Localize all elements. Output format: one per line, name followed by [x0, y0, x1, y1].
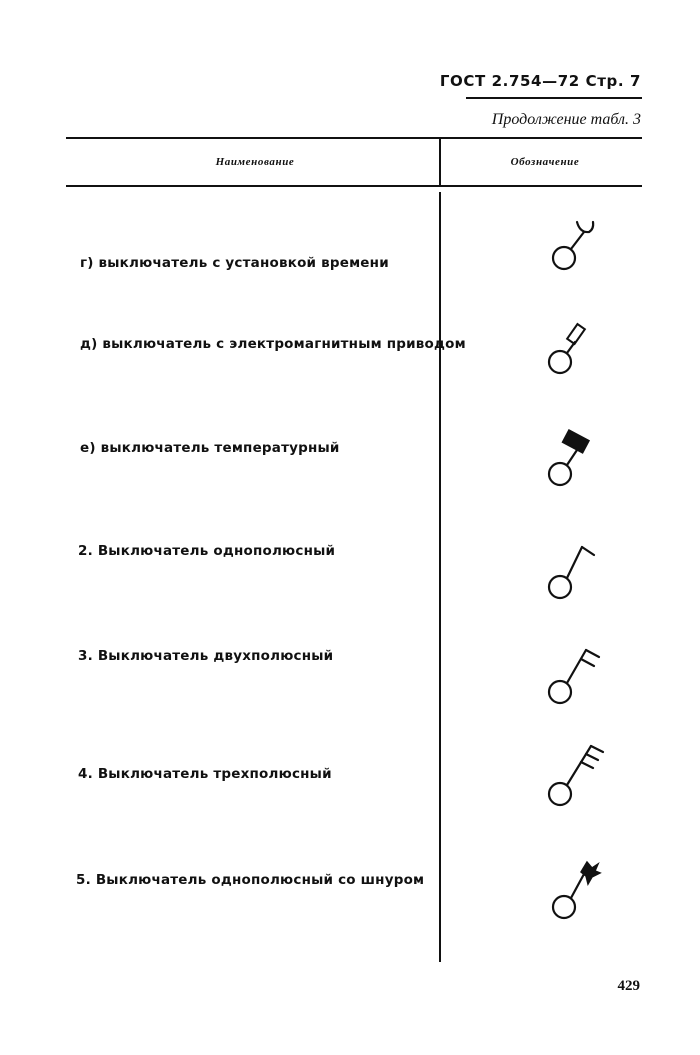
- switch-timer-icon: [540, 212, 610, 277]
- header-column-divider: [439, 139, 441, 185]
- column-header-symbol: Обозначение: [510, 156, 580, 168]
- body-column-divider: [439, 192, 441, 962]
- header-underline: [466, 97, 642, 99]
- table-top-rule: [66, 137, 642, 139]
- switch-single-pole-icon: [540, 535, 610, 605]
- table-header-rule: [66, 185, 642, 187]
- switch-two-pole-icon: [540, 640, 610, 710]
- switch-cord-icon: [540, 858, 615, 923]
- row-label-three-pole-switch: 4. Выключатель трехполюсный: [78, 766, 332, 782]
- row-label-timer-switch: г) выключатель с установкой времени: [80, 255, 389, 271]
- switch-electromagnetic-icon: [540, 312, 610, 382]
- row-label-thermal-switch: е) выключатель температурный: [80, 440, 340, 456]
- switch-thermal-icon: [540, 422, 610, 492]
- table-continuation-caption: Продолжение табл. 3: [491, 111, 641, 128]
- row-label-cord-switch: 5. Выключатель однополюсный со шнуром: [76, 872, 425, 888]
- switch-three-pole-icon: [540, 738, 615, 813]
- row-label-two-pole-switch: 3. Выключатель двухполюсный: [78, 648, 334, 664]
- column-header-name: Наименование: [215, 156, 295, 168]
- standard-header: ГОСТ 2.754—72 Стр. 7: [439, 72, 641, 90]
- row-label-electromagnetic-switch: д) выключатель с электромагнитным приводом: [80, 336, 466, 352]
- row-label-single-pole-switch: 2. Выключатель однополюсный: [78, 543, 336, 559]
- page-number: 429: [617, 978, 640, 994]
